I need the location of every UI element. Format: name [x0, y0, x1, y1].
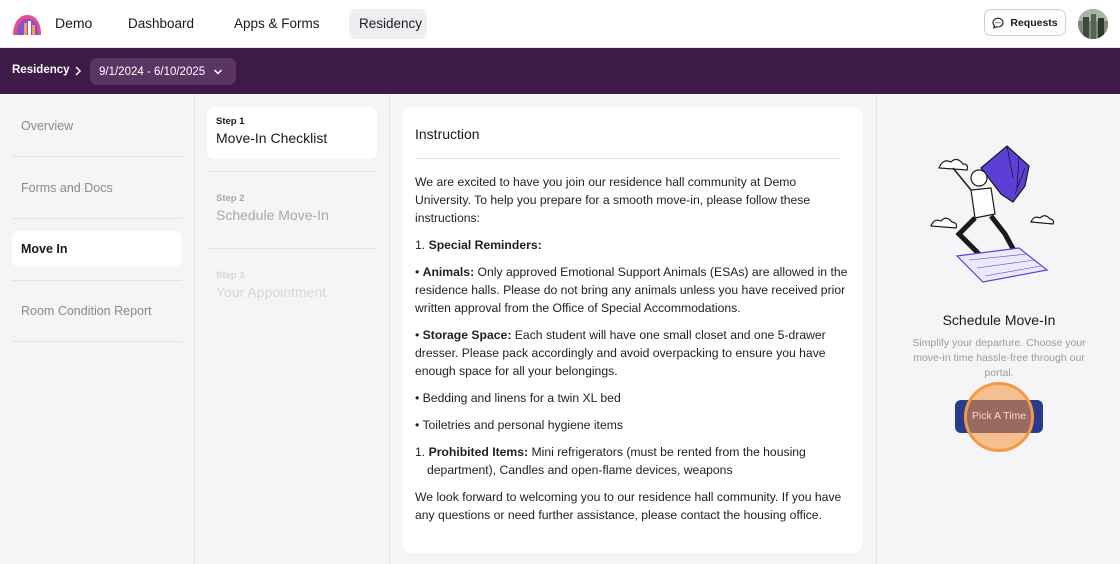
sub-header [0, 48, 1120, 94]
chevron-down-icon [213, 68, 223, 76]
divider [12, 280, 182, 281]
reminders-label: Special Reminders: [428, 238, 542, 252]
tab-apps-forms[interactable]: Apps & Forms [234, 16, 320, 31]
step-title: Your Appointment [216, 284, 327, 300]
animals-item: • Animals: Only approved Emotional Support Animals (ESAs) are allowed in the residence halls. Please do not bring any animals unless you have received prior written approval from the Office of Special Accommodations. [415, 265, 848, 315]
step-number: Step 1 [216, 116, 245, 127]
animals-label: Animals: [422, 265, 475, 279]
bedding-text: Bedding and linens for a twin XL bed [422, 391, 621, 405]
brand-name[interactable]: Demo [55, 15, 93, 31]
campus-logo-icon[interactable] [11, 11, 43, 37]
avatar-photo-icon [1078, 9, 1108, 39]
superhero-illustration-icon [929, 138, 1069, 286]
pick-a-time-label[interactable]: Pick A Time [971, 410, 1027, 422]
date-range-value: 9/1/2024 - 6/10/2025 [99, 65, 206, 78]
requests-button[interactable] [984, 9, 1066, 36]
closing-text: We look forward to welcoming you to our residence hall community. If you have any questions or need further assistance, please contact the housing office. [415, 490, 842, 522]
instruction-body [415, 173, 850, 524]
sidebar-item-move-in[interactable]: Move In [12, 231, 182, 267]
prohibited-label: Prohibited Items: [428, 445, 529, 459]
prohibited-item [415, 443, 850, 479]
step-number: Step 3 [216, 270, 245, 281]
schedule-title: Schedule Move-In [942, 312, 1056, 328]
schedule-panel [876, 94, 1120, 564]
divider [207, 248, 377, 249]
storage-label: Storage Space: [422, 328, 512, 342]
chat-bubble-icon [992, 17, 1004, 29]
step-schedule-move-in[interactable] [207, 184, 377, 236]
sidebar [0, 94, 195, 564]
prohibited-text: Mini refrigerators (must be rented from the housing department), Candles and open-flame devices, weapons [427, 445, 806, 477]
chevron-right-icon [73, 65, 83, 77]
divider [207, 171, 377, 172]
sidebar-item-forms-docs[interactable]: Forms and Docs [21, 181, 113, 195]
storage-text: Each student will have one small closet and one 5-drawer dresser. Please pack accordingly and avoid overpacking to ensure you have enough space for all your belongings. [415, 328, 826, 378]
bedding-item: • Bedding and linens for a twin XL bed [415, 391, 621, 405]
step-move-in-checklist[interactable] [207, 107, 377, 159]
divider [12, 218, 182, 219]
steps-list [195, 94, 390, 564]
step-your-appointment[interactable] [207, 261, 377, 313]
animals-text: Only approved Emotional Support Animals (ESAs) are allowed in the residence halls. Please do not bring any animals unless you have received prior written approval from the Office of Special Accommodations. [415, 265, 848, 315]
toiletries-item: • Toiletries and personal hygiene items [415, 418, 623, 432]
step-number: Step 2 [216, 193, 245, 204]
step-title: Schedule Move-In [216, 207, 329, 223]
divider [12, 341, 182, 342]
step-title: Move-In Checklist [216, 130, 328, 146]
date-range-select[interactable] [90, 58, 236, 85]
special-reminders-heading [415, 236, 850, 254]
list-number: 1. [415, 445, 426, 459]
user-avatar[interactable] [1078, 9, 1108, 39]
sidebar-item-overview[interactable]: Overview [21, 119, 74, 133]
divider [12, 156, 182, 157]
instruction-title: Instruction [415, 126, 840, 159]
intro-text: We are excited to have you join our residence hall community at Demo University. To help you prepare for a smooth move-in, please follow these instructions: [415, 175, 811, 225]
breadcrumb-residency[interactable]: Residency [12, 64, 70, 76]
schedule-description: Simplify your departure. Choose your move-in time hassle-free through our portal. [912, 337, 1086, 379]
sidebar-item-room-condition-report[interactable]: Room Condition Report [21, 304, 152, 318]
tab-residency[interactable]: Residency [349, 9, 427, 39]
toiletries-text: Toiletries and personal hygiene items [422, 418, 623, 432]
instruction-card [402, 107, 863, 553]
storage-item: • Storage Space: Each student will have one small closet and one 5-drawer dresser. Please pack accordingly and avoid overpacking to ensure you have enough space for all your belongings. [415, 328, 826, 378]
tab-dashboard[interactable]: Dashboard [128, 16, 195, 31]
list-number: 1. [415, 238, 426, 252]
top-navigation [0, 0, 1120, 48]
requests-label: Requests [1010, 16, 1058, 29]
